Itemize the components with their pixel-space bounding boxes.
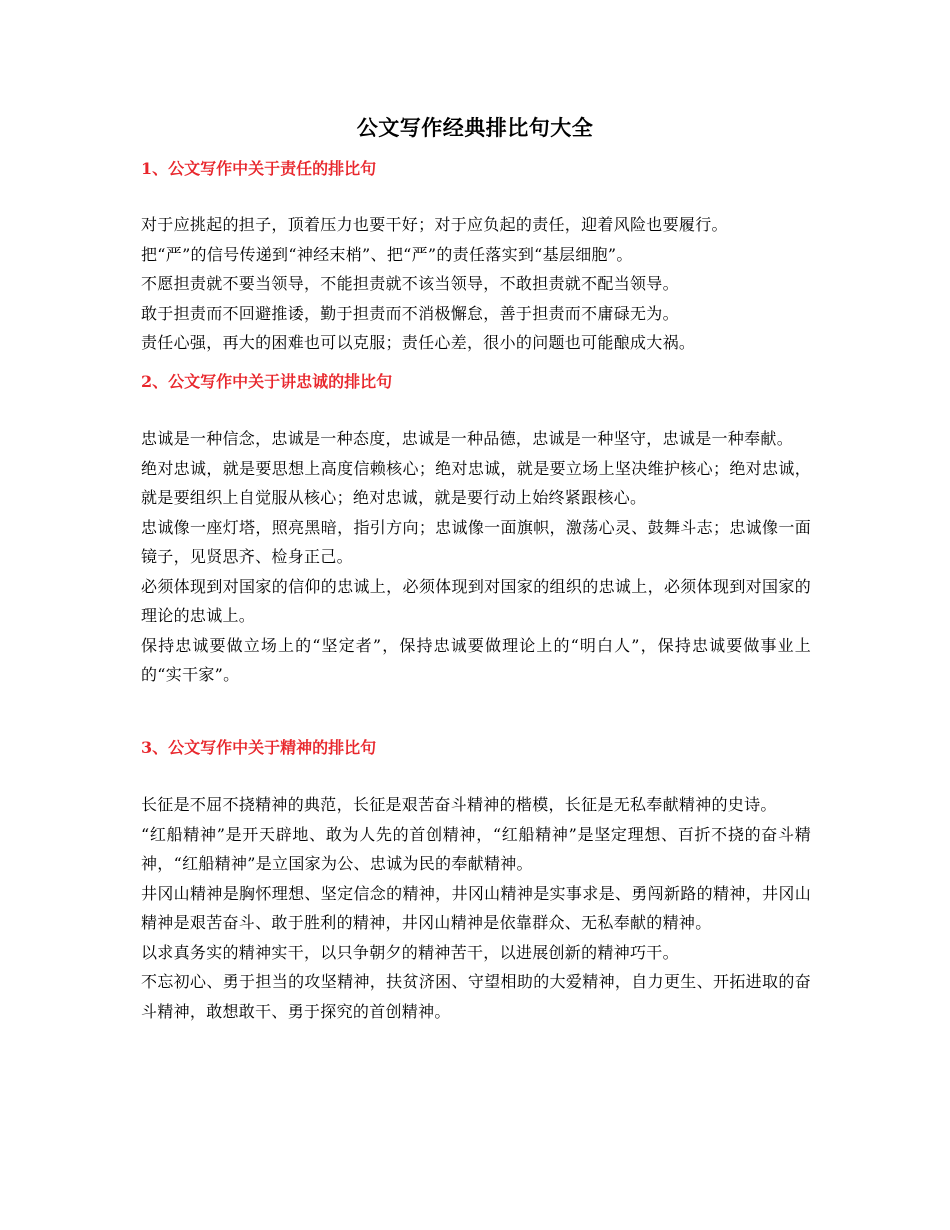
section-body <box>141 790 811 1026</box>
paragraph: 对于应挑起的担子，顶着压力也要干好；对于应负起的责任，迎着风险也要履行。 <box>141 215 728 234</box>
paragraph: “红船精神”是开天辟地、敢为人先的首创精神，“红船精神”是坚定理想、百折不挠的奋斗精神，“红船精神”是立国家为公、忠诚为民的奉献精神。 <box>141 824 811 873</box>
paragraph: 必须体现到对国家的信仰的忠诚上，必须体现到对国家的组织的忠诚上，必须体现到对国家的理论的忠诚上。 <box>141 576 811 625</box>
paragraph: 责任心强，再大的困难也可以克服；责任心差，很小的问题也可能酿成大祸。 <box>141 333 696 352</box>
paragraph: 忠诚像一座灯塔，照亮黑暗，指引方向；忠诚像一面旗帜，激荡心灵、鼓舞斗志；忠诚像一面镜子，见贤思齐、检身正己。 <box>141 517 811 566</box>
paragraph: 绝对忠诚，就是要思想上高度信赖核心；绝对忠诚，就是要立场上坚决维护核心；绝对忠诚，就是要组织上自觉服从核心；绝对忠诚，就是要行动上始终紧跟核心。 <box>141 458 811 507</box>
document-title: 公文写作经典排比句大全 <box>356 115 594 140</box>
paragraph: 敢于担责而不回避推诿，勤于担责而不消极懈怠，善于担责而不庸碌无为。 <box>141 303 679 323</box>
paragraph: 把“严”的信号传递到“神经末梢”、把“严”的责任落实到“基层细胞”。 <box>141 244 633 264</box>
section-heading: 3、公文写作中关于精神的排比句 <box>141 738 377 757</box>
section-heading: 1、公文写作中关于责任的排比句 <box>141 159 377 178</box>
paragraph: 长征是不屈不挠精神的典范，长征是艰苦奋斗精神的楷模，长征是无私奉献精神的史诗。 <box>141 795 777 814</box>
paragraph: 不愿担责就不要当领导，不能担责就不该当领导，不敢担责就不配当领导。 <box>141 274 679 293</box>
paragraph: 以求真务实的精神实干，以只争朝夕的精神苦干，以进展创新的精神巧干。 <box>141 942 679 962</box>
section-body <box>141 210 811 358</box>
section-loyalty <box>141 370 811 690</box>
section-body <box>141 424 811 690</box>
paragraph: 不忘初心、勇于担当的攻坚精神，扶贫济困、守望相助的大爱精神，自力更生、开拓进取的奋斗精神，敢想敢干、勇于探究的首创精神。 <box>141 972 811 1021</box>
paragraph: 忠诚是一种信念，忠诚是一种态度，忠诚是一种品德，忠诚是一种坚守，忠诚是一种奉献。 <box>141 429 794 448</box>
section-spirit <box>141 736 811 1026</box>
paragraph: 井冈山精神是胸怀理想、坚定信念的精神，井冈山精神是实事求是、勇闯新路的精神，井冈山精神是艰苦奋斗、敢于胜利的精神，井冈山精神是依靠群众、无私奉献的精神。 <box>141 883 811 932</box>
paragraph: 保持忠诚要做立场上的“坚定者”，保持忠诚要做理论上的“明白人”，保持忠诚要做事业上的“实干家”。 <box>141 635 811 684</box>
section-heading: 2、公文写作中关于讲忠诚的排比句 <box>141 372 393 391</box>
section-responsibility <box>141 157 811 358</box>
